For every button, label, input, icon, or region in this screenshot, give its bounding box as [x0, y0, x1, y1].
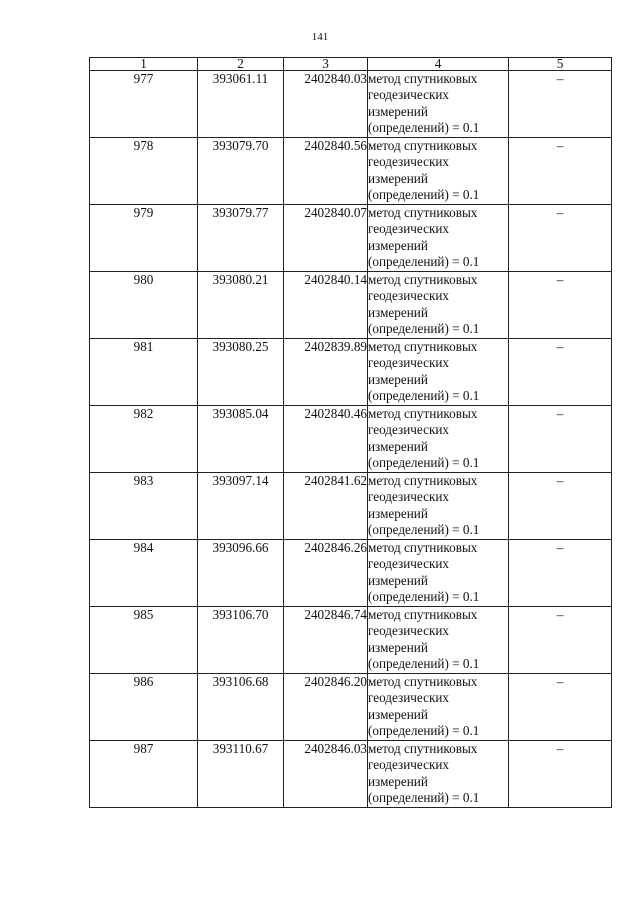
method-line: метод спутниковых [368, 607, 478, 622]
method-line: метод спутниковых [368, 205, 478, 220]
table-row [90, 138, 612, 205]
method-cell [368, 674, 509, 741]
method-line: (определений) = 0.1 [368, 655, 480, 671]
method-line: геодезических [368, 288, 450, 304]
note-cell: – [509, 473, 612, 540]
method-line: (определений) = 0.1 [368, 789, 480, 805]
method-cell [368, 741, 509, 808]
method-cell [368, 272, 509, 339]
x-coordinate-cell: 393096.66 [198, 540, 284, 607]
x-coordinate-cell: 393097.14 [198, 473, 284, 540]
method-cell [368, 473, 509, 540]
method-line: (определений) = 0.1 [368, 253, 480, 269]
header-col-5: 5 [509, 58, 612, 71]
point-number-cell: 982 [90, 406, 198, 473]
method-line: метод спутниковых [368, 272, 478, 287]
y-coordinate-cell: 2402846.03 [284, 741, 368, 808]
y-coordinate-cell: 2402841.62 [284, 473, 368, 540]
note-cell: – [509, 540, 612, 607]
method-line: метод спутниковых [368, 540, 478, 555]
method-line: измерений [368, 505, 428, 521]
method-line: (определений) = 0.1 [368, 320, 480, 336]
method-line: геодезических [368, 154, 450, 170]
y-coordinate-cell: 2402840.46 [284, 406, 368, 473]
x-coordinate-cell: 393061.11 [198, 71, 284, 138]
note-cell: – [509, 205, 612, 272]
note-cell: – [509, 272, 612, 339]
method-cell [368, 205, 509, 272]
point-number-cell: 979 [90, 205, 198, 272]
table-header-row [90, 58, 612, 71]
x-coordinate-cell: 393079.77 [198, 205, 284, 272]
page-number: 141 [311, 31, 329, 43]
note-cell: – [509, 607, 612, 674]
method-cell [368, 71, 509, 138]
table-row [90, 741, 612, 808]
note-cell: – [509, 71, 612, 138]
method-line: (определений) = 0.1 [368, 387, 480, 403]
method-line: (определений) = 0.1 [368, 186, 480, 202]
method-line: геодезических [368, 221, 450, 237]
method-line: геодезических [368, 489, 450, 505]
x-coordinate-cell: 393106.70 [198, 607, 284, 674]
method-line: (определений) = 0.1 [368, 722, 480, 738]
method-cell [368, 406, 509, 473]
header-col-1: 1 [90, 58, 198, 71]
y-coordinate-cell: 2402840.14 [284, 272, 368, 339]
method-line: метод спутниковых [368, 473, 478, 488]
method-line: метод спутниковых [368, 339, 478, 354]
note-cell: – [509, 339, 612, 406]
method-line: измерений [368, 706, 428, 722]
y-coordinate-cell: 2402846.26 [284, 540, 368, 607]
table-row [90, 473, 612, 540]
note-cell: – [509, 741, 612, 808]
table-body [90, 71, 612, 808]
header-col-3: 3 [284, 58, 368, 71]
method-line: геодезических [368, 556, 450, 572]
point-number-cell: 986 [90, 674, 198, 741]
method-line: метод спутниковых [368, 406, 478, 421]
method-line: (определений) = 0.1 [368, 454, 480, 470]
point-number-cell: 980 [90, 272, 198, 339]
point-number-cell: 981 [90, 339, 198, 406]
method-line: измерений [368, 170, 428, 186]
method-line: геодезических [368, 355, 450, 371]
table-row [90, 540, 612, 607]
method-line: (определений) = 0.1 [368, 521, 480, 537]
point-number-cell: 977 [90, 71, 198, 138]
method-line: измерений [368, 572, 428, 588]
method-line: метод спутниковых [368, 741, 478, 756]
method-line: измерений [368, 438, 428, 454]
table-row [90, 272, 612, 339]
header-col-2: 2 [198, 58, 284, 71]
table-row [90, 205, 612, 272]
method-line: (определений) = 0.1 [368, 119, 480, 135]
table-row [90, 674, 612, 741]
table-row [90, 339, 612, 406]
note-cell: – [509, 138, 612, 205]
method-line: геодезических [368, 757, 450, 773]
y-coordinate-cell: 2402839.89 [284, 339, 368, 406]
method-line: метод спутниковых [368, 138, 478, 153]
coordinates-table [89, 57, 612, 808]
method-line: геодезических [368, 690, 450, 706]
x-coordinate-cell: 393106.68 [198, 674, 284, 741]
table-row [90, 607, 612, 674]
point-number-cell: 983 [90, 473, 198, 540]
method-cell [368, 607, 509, 674]
method-line: геодезических [368, 623, 450, 639]
method-cell [368, 540, 509, 607]
x-coordinate-cell: 393085.04 [198, 406, 284, 473]
point-number-cell: 984 [90, 540, 198, 607]
y-coordinate-cell: 2402840.03 [284, 71, 368, 138]
y-coordinate-cell: 2402840.07 [284, 205, 368, 272]
method-line: измерений [368, 103, 428, 119]
method-line: (определений) = 0.1 [368, 588, 480, 604]
method-line: измерений [368, 371, 428, 387]
x-coordinate-cell: 393079.70 [198, 138, 284, 205]
point-number-cell: 985 [90, 607, 198, 674]
y-coordinate-cell: 2402846.20 [284, 674, 368, 741]
y-coordinate-cell: 2402840.56 [284, 138, 368, 205]
point-number-cell: 987 [90, 741, 198, 808]
x-coordinate-cell: 393110.67 [198, 741, 284, 808]
point-number-cell: 978 [90, 138, 198, 205]
method-line: геодезических [368, 87, 450, 103]
x-coordinate-cell: 393080.25 [198, 339, 284, 406]
method-cell [368, 339, 509, 406]
note-cell: – [509, 406, 612, 473]
x-coordinate-cell: 393080.21 [198, 272, 284, 339]
method-line: измерений [368, 304, 428, 320]
method-line: метод спутниковых [368, 674, 478, 689]
table-row [90, 406, 612, 473]
method-line: измерений [368, 773, 428, 789]
method-line: измерений [368, 639, 428, 655]
method-line: измерений [368, 237, 428, 253]
method-cell [368, 138, 509, 205]
y-coordinate-cell: 2402846.74 [284, 607, 368, 674]
note-cell: – [509, 674, 612, 741]
header-col-4: 4 [368, 58, 509, 71]
method-line: геодезических [368, 422, 450, 438]
table-row [90, 71, 612, 138]
method-line: метод спутниковых [368, 71, 478, 86]
